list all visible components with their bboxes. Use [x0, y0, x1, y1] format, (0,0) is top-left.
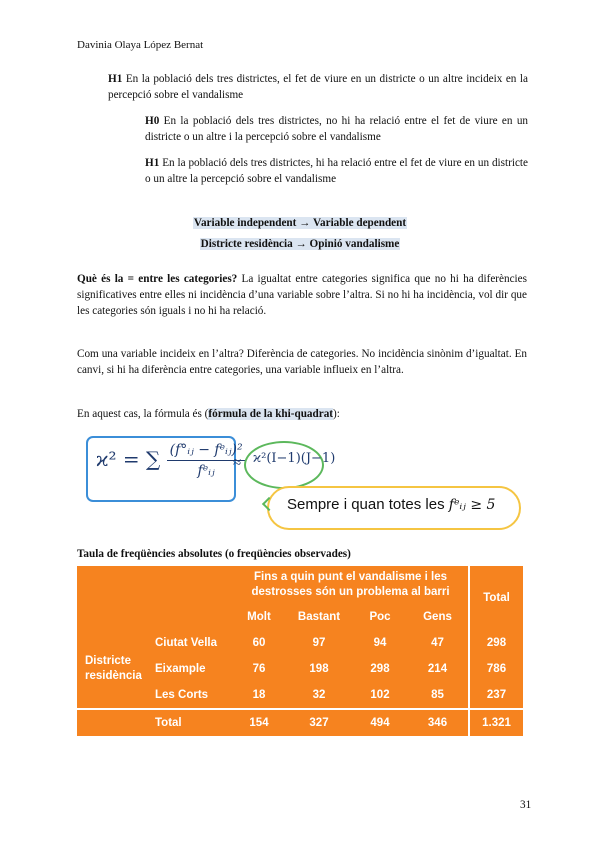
formula-numerator: (f°ᵢⱼ − fᵉᵢⱼ)²	[167, 442, 246, 461]
table-cell: 102	[353, 682, 407, 709]
hypothesis-h1	[145, 155, 528, 187]
variables-text: Districte residència → Opinió vandalisme	[200, 238, 400, 250]
table-cell: 198	[285, 656, 353, 682]
chi-square-formula	[96, 442, 246, 479]
column-header-total: Total	[469, 566, 523, 630]
table-totals-row	[77, 709, 523, 736]
hypothesis-text: En la població dels tres districtes, no hi ha relació entre el fet de viure en un districte o un altre i la percepció sobre el vandalisme	[145, 115, 529, 143]
grand-total-cell: 1.321	[469, 709, 523, 736]
empty-corner-cell	[147, 566, 233, 630]
chi-distribution-label: ϰ²(I−1)(J−1)	[253, 451, 336, 466]
column-header: Molt	[233, 604, 285, 630]
table-cell: 47	[407, 630, 469, 656]
table-cell: 76	[233, 656, 285, 682]
hypothesis-text: En la població dels tres districtes, hi ha relació entre el fet de viure en un districte o un altre la percepció sobre el vandalisme	[145, 157, 528, 185]
hypothesis-label: H0	[145, 115, 160, 127]
formula-intro	[77, 406, 527, 422]
table-cell: 298	[353, 656, 407, 682]
row-total-cell: 237	[469, 682, 523, 709]
row-label: Les Corts	[147, 682, 233, 709]
formula-intro-post: ):	[333, 408, 340, 420]
table-cell: 32	[285, 682, 353, 709]
table-cell: 97	[285, 630, 353, 656]
empty-cell	[77, 709, 147, 736]
row-label: Ciutat Vella	[147, 630, 233, 656]
table-row	[77, 630, 523, 656]
frequency-table	[77, 566, 523, 736]
author-header: Davinia Olaya López Bernat	[77, 39, 204, 51]
hypothesis-label: H1	[145, 157, 160, 169]
explanation-paragraph-1	[77, 271, 527, 319]
table-cell: 214	[407, 656, 469, 682]
condition-words: Sempre i quan totes les	[287, 496, 445, 513]
hypothesis-h0	[145, 113, 528, 145]
formula-lhs: ϰ² = ∑	[96, 447, 161, 471]
empty-corner-cell	[77, 566, 147, 630]
formula-denominator: fᵉᵢⱼ	[197, 463, 215, 479]
column-header: Gens	[407, 604, 469, 630]
page-number: 31	[520, 799, 532, 811]
table-cell: 346	[407, 709, 469, 736]
row-total-cell: 298	[469, 630, 523, 656]
question-answer: La igualtat entre categories significa que no hi ha diferències significatives entre elles ni incidència d’una variable sobre l’altra. Si no hi ha incidència, vol dir que les categories són iguals i no hi ha relació.	[77, 273, 527, 317]
column-header: Bastant	[285, 604, 353, 630]
table-cell: 494	[353, 709, 407, 736]
row-label: Total	[147, 709, 233, 736]
table-cell: 154	[233, 709, 285, 736]
hypothesis-h1-main	[108, 71, 528, 103]
explanation-paragraph-2: Com una variable incideix en l’altra? Diferència de categories. No incidència sinònim d’igualtat. En canvi, si hi ha diferència entre categories, una variable influeix en l’altra.	[77, 348, 527, 376]
hypothesis-label: H1	[108, 73, 123, 85]
condition-text	[287, 496, 495, 513]
table-title: Taula de freqüències absolutes (o freqüències observades)	[77, 548, 351, 560]
column-group-header: Fins a quin punt el vandalisme i les destrosses són un problema al barri	[233, 566, 469, 604]
question-heading: Què és la = entre les categories?	[77, 273, 238, 285]
table-cell: 327	[285, 709, 353, 736]
approx-symbol: ≈	[233, 455, 242, 471]
table-header-row	[77, 566, 523, 604]
table-cell: 18	[233, 682, 285, 709]
variables-text: Variable independent → Variable dependent	[193, 217, 407, 229]
row-total-cell: 786	[469, 656, 523, 682]
variables-line-1	[0, 217, 600, 229]
table-cell: 85	[407, 682, 469, 709]
hypothesis-text: En la població dels tres districtes, el fet de viure en un districte o un altre incideix en la percepció sobre el vandalisme	[108, 73, 528, 101]
column-header: Poc	[353, 604, 407, 630]
table-cell: 94	[353, 630, 407, 656]
variables-line-2	[0, 238, 600, 250]
row-group-label: Districte residència	[77, 630, 147, 709]
condition-math: fᵉᵢⱼ ≥ 5	[448, 497, 496, 513]
table-cell: 60	[233, 630, 285, 656]
formula-intro-pre: En aquest cas, la fórmula és (	[77, 408, 209, 420]
row-label: Eixample	[147, 656, 233, 682]
formula-name: fórmula de la khi-quadrat	[208, 408, 334, 420]
